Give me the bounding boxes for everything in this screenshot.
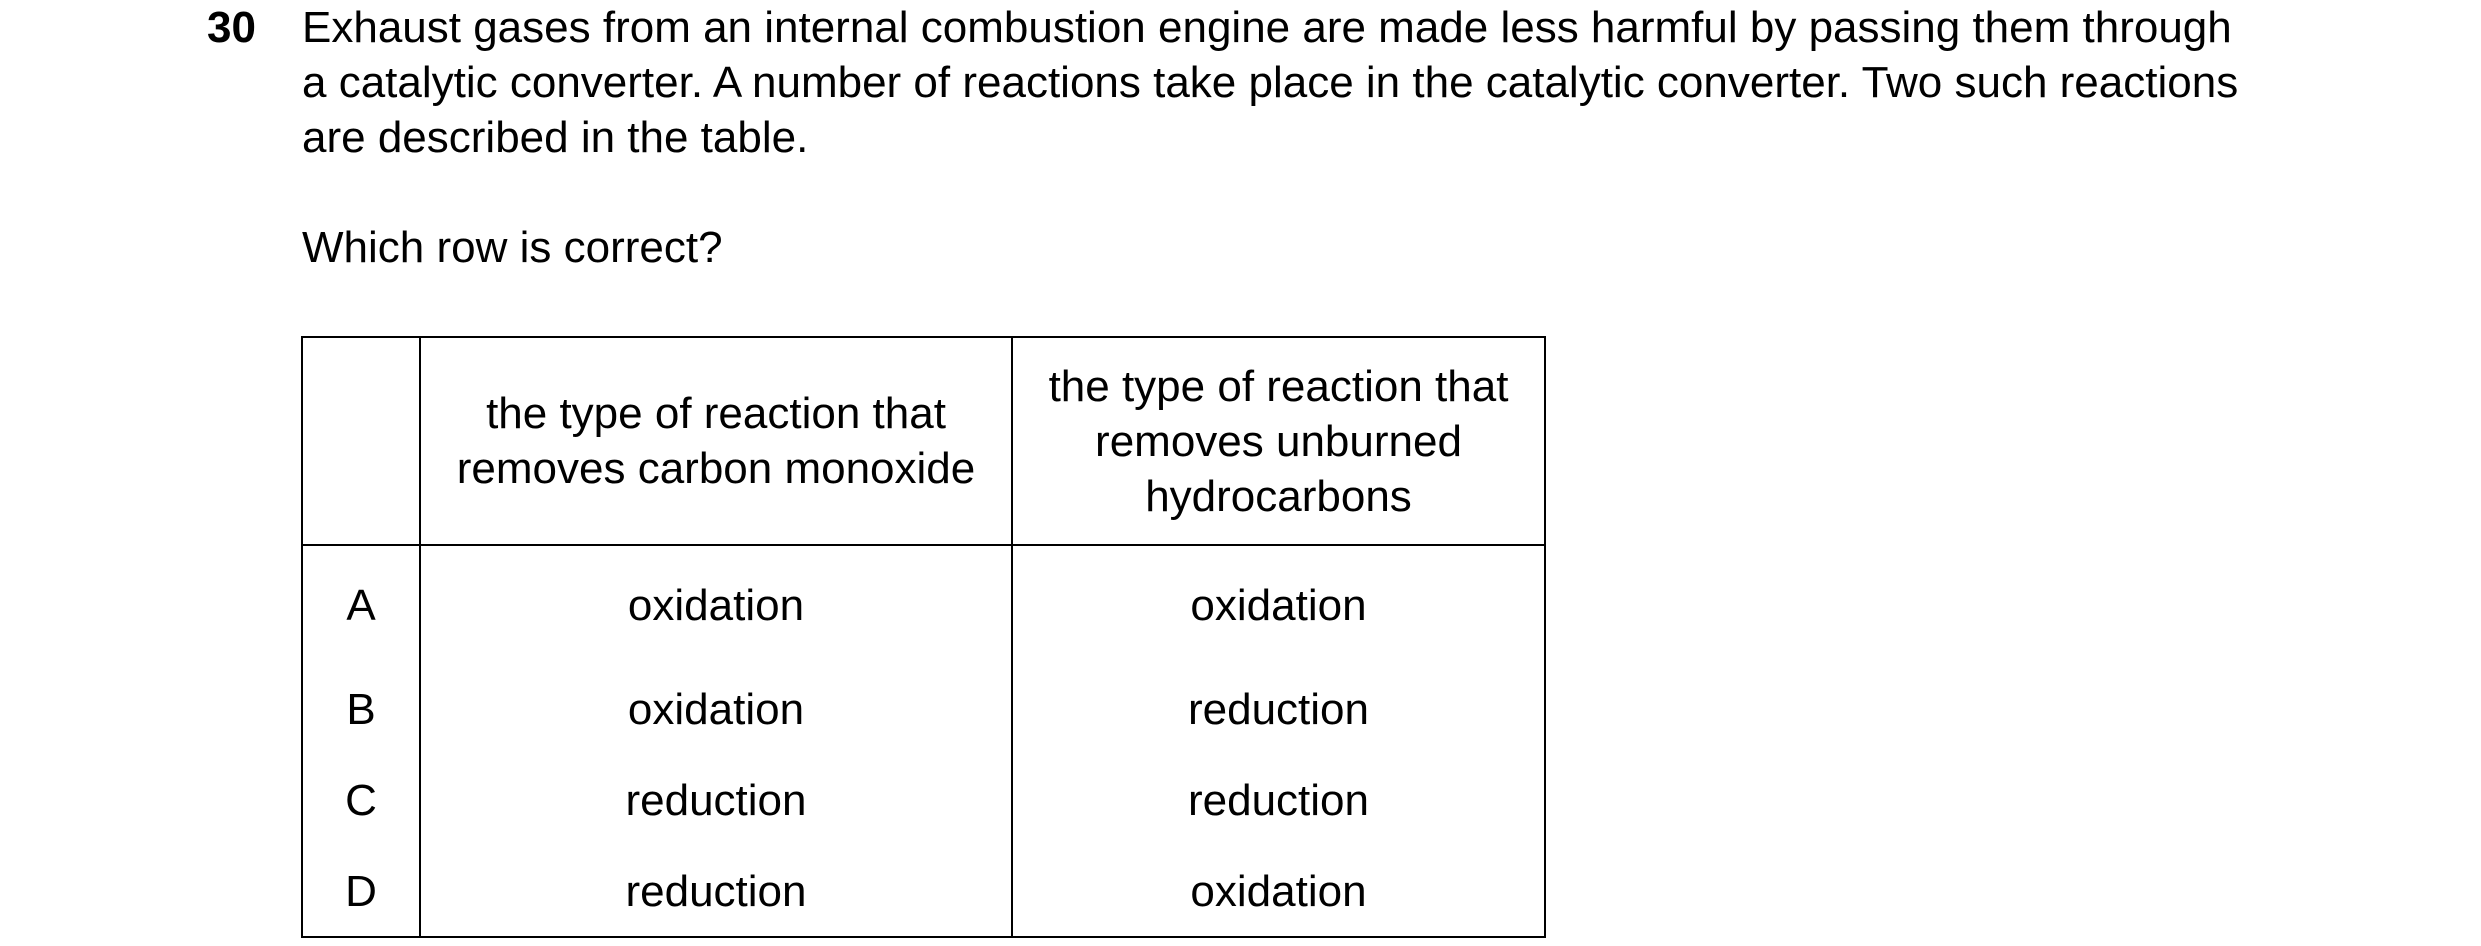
- cell-carbon-monoxide-reaction: oxidation: [420, 664, 1012, 755]
- table-header-row: [302, 337, 1545, 545]
- option-letter: C: [302, 755, 420, 846]
- header-cell-blank: [302, 337, 420, 545]
- table-row: [302, 664, 1545, 755]
- question-text-line: are described in the table.: [302, 113, 809, 162]
- question-prompt: Which row is correct?: [302, 223, 723, 272]
- table-row: [302, 755, 1545, 846]
- cell-hydrocarbons-reaction: reduction: [1012, 755, 1545, 846]
- cell-carbon-monoxide-reaction: reduction: [420, 755, 1012, 846]
- cell-carbon-monoxide-reaction: oxidation: [420, 545, 1012, 664]
- cell-hydrocarbons-reaction: oxidation: [1012, 545, 1545, 664]
- question-text: [302, 0, 2322, 165]
- header-label-carbon-monoxide: the type of reaction that removes carbon monoxide: [456, 389, 976, 493]
- table-row: [302, 846, 1545, 937]
- header-cell-hydrocarbons: [1012, 337, 1545, 545]
- cell-carbon-monoxide-reaction: reduction: [420, 846, 1012, 937]
- question-text-line: Exhaust gases from an internal combustion engine are made less harmful by passing them through: [302, 3, 2232, 52]
- header-label-hydrocarbons: the type of reaction that removes unburned hydrocarbons: [1048, 361, 1509, 521]
- option-letter: B: [302, 664, 420, 755]
- answer-table: [301, 336, 1546, 938]
- cell-hydrocarbons-reaction: reduction: [1012, 664, 1545, 755]
- option-letter: A: [302, 545, 420, 664]
- question-text-line: a catalytic converter. A number of reactions take place in the catalytic converter. Two such reactions: [302, 58, 2239, 107]
- header-cell-carbon-monoxide: [420, 337, 1012, 545]
- option-letter: D: [302, 846, 420, 937]
- cell-hydrocarbons-reaction: oxidation: [1012, 846, 1545, 937]
- table-row: [302, 545, 1545, 664]
- question-number: 30: [207, 3, 256, 52]
